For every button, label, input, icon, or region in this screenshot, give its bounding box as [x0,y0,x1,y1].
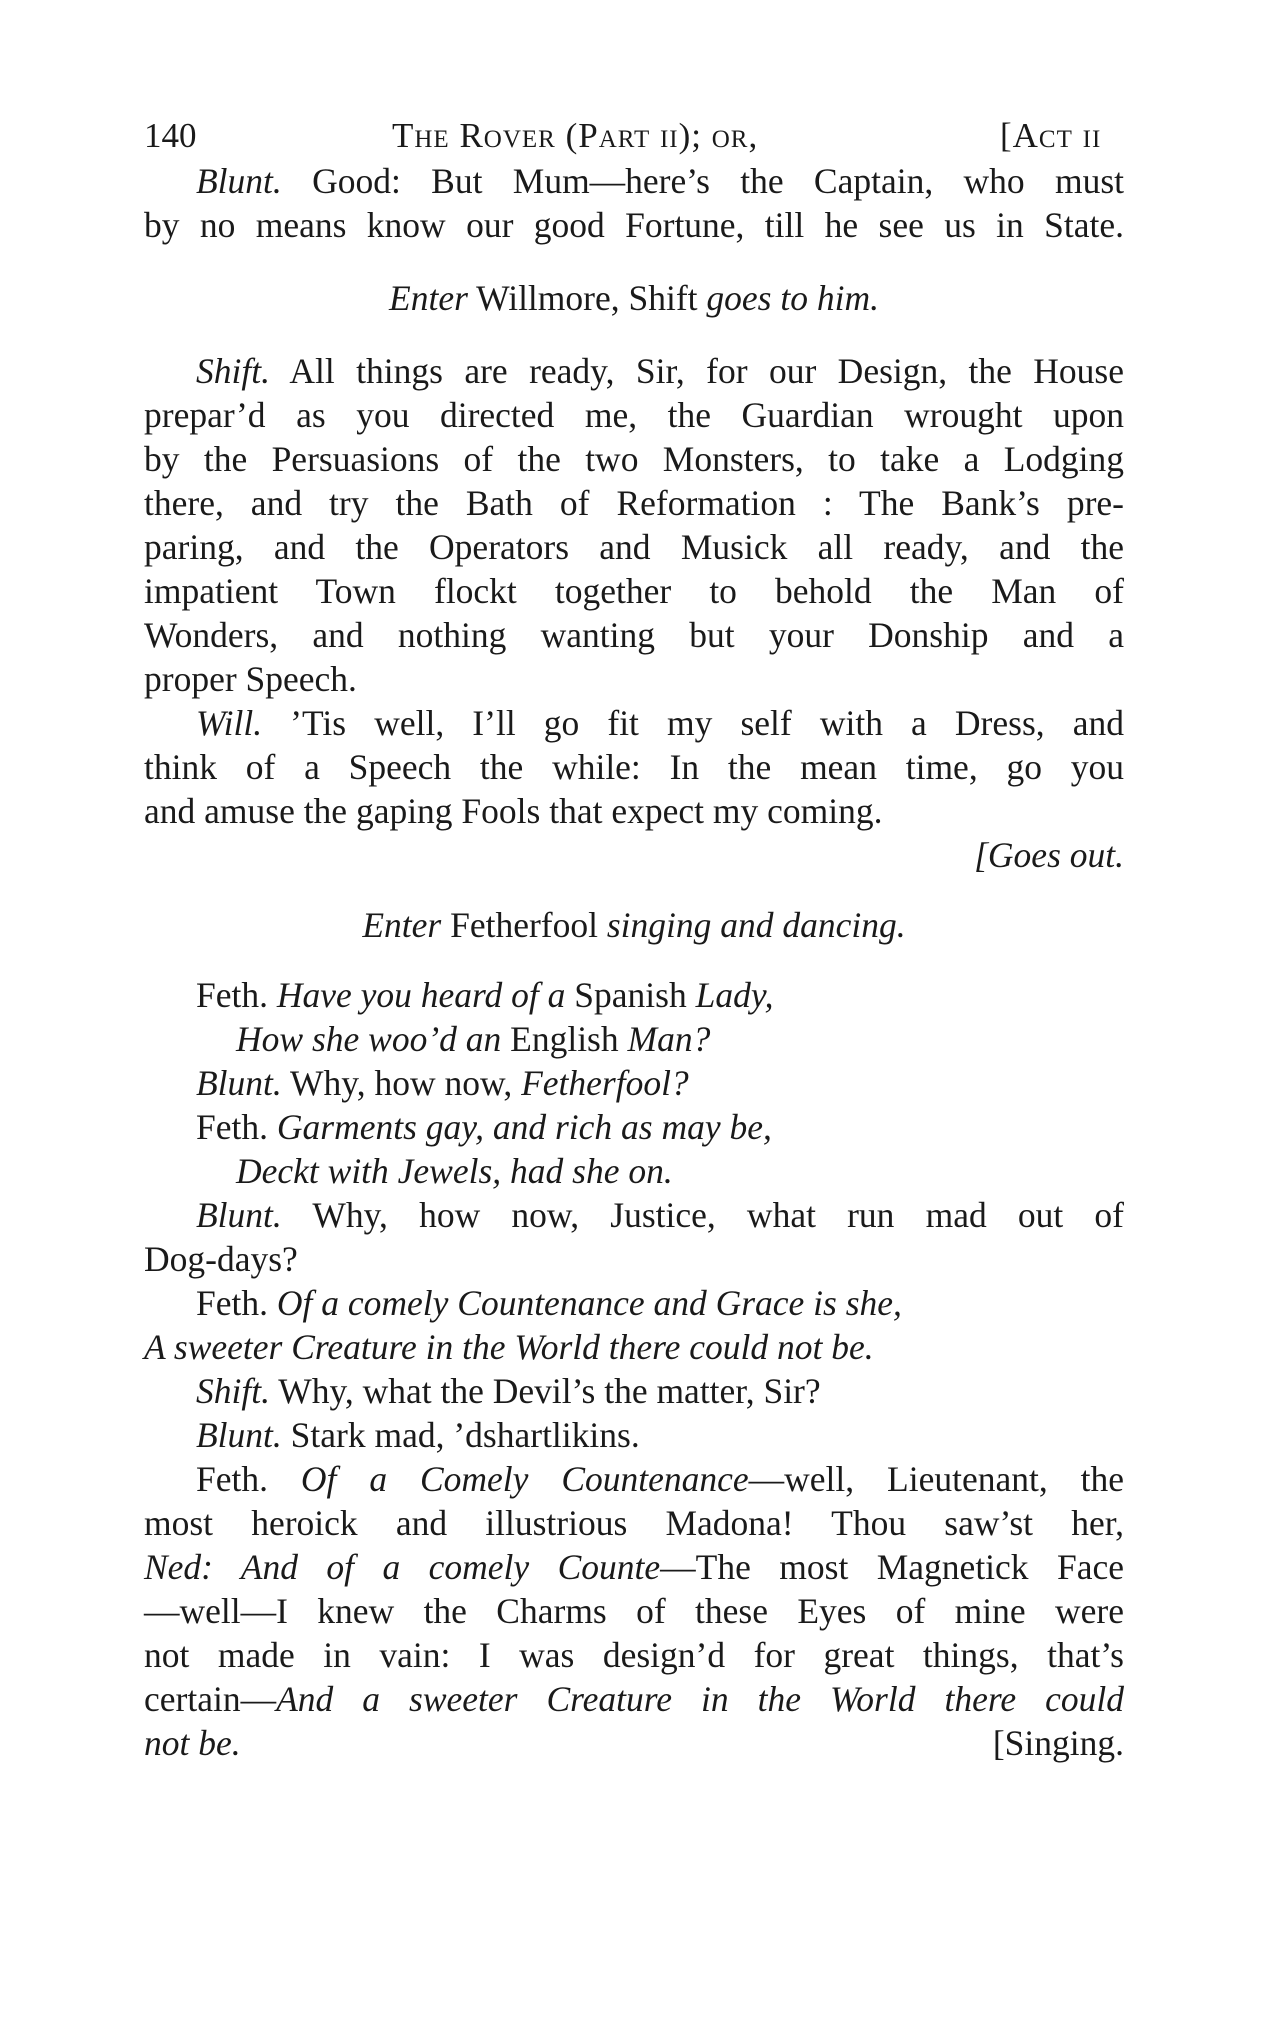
stage-direction-italic: Enter [362,905,442,945]
text-line: by no means know our good Fortune, till he see us in State. [144,205,1124,245]
text-line [196,1061,1176,1105]
speaker-name: Feth. [196,1283,268,1323]
text-line [196,159,1124,203]
speech-text: Why, how now, [281,1063,522,1103]
song-text: Have you heard of a [268,975,566,1015]
text-line [196,1457,1124,1501]
song-text: Deckt with Jewels, had she on. [236,1151,673,1191]
song-text: Lady, [695,975,774,1015]
speech-text: Fetherfool? [521,1063,689,1103]
song-text: not be. [144,1723,241,1763]
stage-direction-italic: [Goes out. [974,835,1124,875]
text-line: think of a Speech the while: In the mean time, go you [144,747,1124,787]
speaker-name: Blunt. [196,1195,282,1235]
text-line: Wonders, and nothing wanting but your Donship and a [144,615,1124,655]
speech-text: certain— [144,1679,277,1719]
speaker-name: Shift. [196,351,270,391]
stage-direction-italic: Enter [389,278,468,318]
speaker-name: Blunt. [196,161,282,201]
text-line: proper Speech. [144,659,357,699]
song-text: Garments gay, and rich as may be, [268,1107,772,1147]
text-line: there, and try the Bath of Reformation : The Bank’s pre- [144,483,1124,523]
text-line [196,973,1176,1017]
song-text: Of a comely Countenance and Grace is she, [268,1283,902,1323]
stage-direction-text: [Singing. [992,1723,1124,1763]
text-line [196,349,1124,393]
speaker-name: Blunt. [196,1063,282,1103]
song-text: English [501,1019,628,1059]
song-text: Man? [627,1019,711,1059]
stage-direction-italic: goes to him. [706,278,879,318]
stage-direction [144,833,1124,877]
speech-text: Good: But Mum—here’s the Captain, who must [281,161,1124,201]
speech-text: —well, Lieutenant, the [748,1459,1124,1499]
stage-direction [144,903,1124,947]
speech-text: Why, what the Devil’s the matter, Sir? [269,1371,821,1411]
text-line [144,1325,1124,1369]
speaker-name: Shift. [196,1371,270,1411]
act-marker: [Act ii [1000,116,1102,155]
stage-direction-italic: singing and dancing. [606,905,906,945]
text-line: prepar’d as you directed me, the Guardian wrought upon [144,395,1124,435]
speech-text: Ned: And of a comely Counte [144,1547,661,1587]
text-line [144,1545,1124,1589]
text-line [236,1149,1216,1193]
text-line: —well—I knew the Charms of these Eyes of mine were [144,1591,1124,1631]
speech-text: ’Tis well, I’ll go fit my self with a Dress, and [262,703,1124,743]
text-line: by the Persuasions of the two Monsters, to take a Lodging [144,439,1124,479]
text-line: and amuse the gaping Fools that expect my coming. [144,791,883,831]
text-line: impatient Town flockt together to behold the Man of [144,571,1124,611]
song-text: How she woo’d an [236,1019,502,1059]
text-line: not made in vain: I was design’d for great things, that’s [144,1635,1124,1675]
speaker-name: Feth. [196,1459,268,1499]
song-text: A sweeter Creature in the World there could not be. [144,1327,874,1367]
speech-text: Why, how now, Justice, what run mad out of [281,1195,1124,1235]
stage-direction-names: Fetherfool [441,905,607,945]
speaker-name: Blunt. [196,1415,282,1455]
song-text: And a sweeter Creature in the World there could [276,1679,1124,1719]
stage-direction-names: Willmore, Shift [467,278,707,318]
text-line: paring, and the Operators and Musick all ready, and the [144,527,1124,567]
text-line [196,701,1124,745]
text-line [196,1413,1176,1457]
speaker-name: Feth. [196,1107,268,1147]
song-text: Spanish [565,975,696,1015]
text-line [236,1017,1216,1061]
text-line: Dog-days? [144,1239,298,1279]
stage-direction [144,1721,1124,1765]
stage-direction [144,276,1124,320]
text-line: most heroick and illustrious Madona! Thou saw’st her, [144,1503,1124,1543]
text-line [196,1281,1176,1325]
text-line [144,1677,1124,1721]
speaker-name: Will. [196,703,263,743]
page-number: 140 [144,116,197,155]
speech-text: Of a Comely Countenance [268,1459,749,1499]
speech-text: Stark mad, ’dshartlikins. [281,1415,640,1455]
text-line [196,1105,1176,1149]
speech-text: All things are ready, Sir, for our Design, the House [269,351,1124,391]
speaker-name: Feth. [196,975,268,1015]
text-line [196,1369,1176,1413]
running-title: The Rover (Part ii); or, [392,116,759,155]
text-line [196,1193,1124,1237]
speech-text: —The most Magnetick Face [660,1547,1124,1587]
